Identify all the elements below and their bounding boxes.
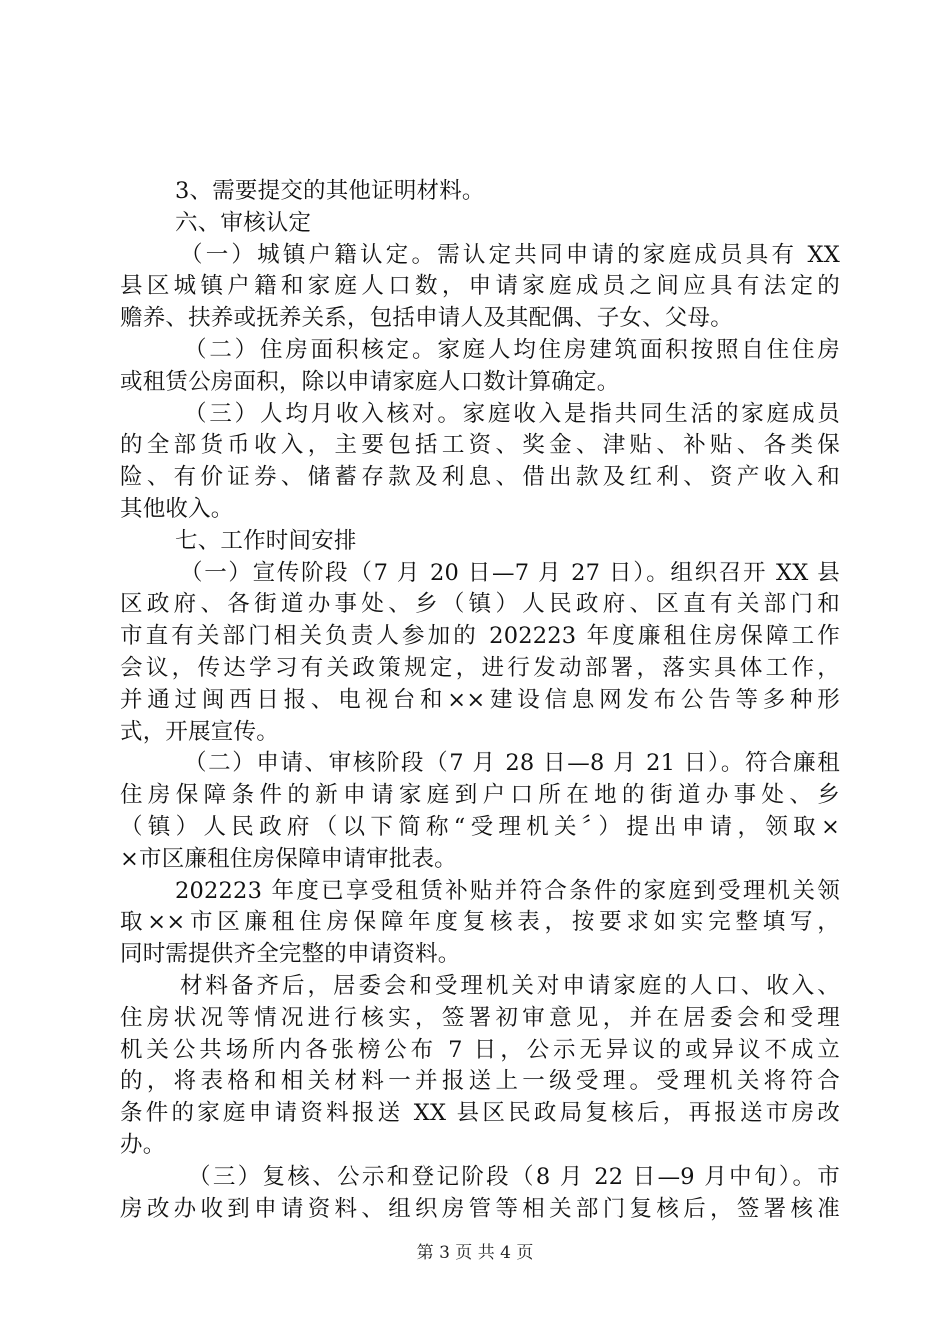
paragraph-line: 式，开展宣传。 [120, 718, 279, 745]
paragraph-line: 险、有价证券、储蓄存款及利息、借出款及红利、资产收入和 [120, 464, 840, 491]
paragraph-line: 其他收入。 [120, 495, 234, 522]
paragraph-line: （镇）人民政府（以下简称“受理机关〞）提出申请，领取× [120, 813, 840, 840]
paragraph-line: 机关公共场所内各张榜公布 7 日，公示无异议的或异议不成立 [120, 1036, 840, 1063]
paragraph-line: 区政府、各街道办事处、乡（镇）人民政府、区直有关部门和 [120, 591, 840, 618]
paragraph-line: （二）申请、审核阶段（7 月 28 日—8 月 21 日）。符合廉租 [184, 750, 840, 777]
paragraph-line: 会议，传达学习有关政策规定，进行发动部署，落实具体工作， [120, 654, 840, 681]
paragraph-line: 或租赁公房面积，除以申请家庭人口数计算确定。 [120, 368, 620, 395]
paragraph-line: 赡养、扶养或抚养关系，包括申请人及其配偶、子女、父母。 [120, 305, 733, 332]
section-heading: 六、审核认定 [175, 209, 312, 236]
paragraph-line: 取××市区廉租住房保障年度复核表，按要求如实完整填写， [120, 909, 840, 936]
paragraph-line: 并通过闽西日报、电视台和××建设信息网发布公告等多种形 [120, 686, 840, 713]
paragraph-line: （二）住房面积核定。家庭人均住房建筑面积按照自住住房 [184, 336, 840, 363]
paragraph-line: 办。 [120, 1131, 166, 1158]
paragraph-line: （一）城镇户籍认定。需认定共同申请的家庭成员具有 XX [180, 241, 840, 268]
section-heading: 七、工作时间安排 [175, 527, 357, 554]
paragraph-line: 同时需提供齐全完整的申请资料。 [120, 941, 461, 968]
document-body [120, 176, 840, 1225]
paragraph-line: 3、需要提交的其他证明材料。 [175, 178, 485, 204]
paragraph-line: （三）人均月收入核对。家庭收入是指共同生活的家庭成员 [184, 400, 840, 427]
paragraph-line: （一）宣传阶段（7 月 20 日—7 月 27 日）。组织召开 XX 县 [180, 559, 840, 586]
paragraph-line: 住房保障条件的新申请家庭到户口所在地的街道办事处、乡 [120, 782, 840, 809]
paragraph-line: 材料备齐后，居委会和受理机关对申请家庭的人口、收入、 [180, 972, 840, 999]
paragraph-line: 房改办收到申请资料、组织房管等相关部门复核后，签署核准 [120, 1195, 840, 1222]
paragraph-line: （三）复核、公示和登记阶段（8 月 22 日—9 月中旬）。市 [188, 1163, 840, 1190]
paragraph-line: 县区城镇户籍和家庭人口数，申请家庭成员之间应具有法定的 [120, 273, 840, 300]
paragraph-line: 的全部货币收入，主要包括工资、奖金、津贴、补贴、各类保 [120, 432, 840, 459]
paragraph-line: 住房状况等情况进行核实，签署初审意见，并在居委会和受理 [120, 1004, 840, 1031]
paragraph-line: ×市区廉租住房保障申请审批表。 [120, 845, 457, 872]
paragraph-line: 的，将表格和相关材料一并报送上一级受理。受理机关将符合 [120, 1068, 840, 1095]
paragraph-line: 条件的家庭申请资料报送 XX 县区民政局复核后，再报送市房改 [120, 1100, 840, 1127]
paragraph-line: 202223 年度已享受租赁补贴并符合条件的家庭到受理机关领 [175, 877, 840, 904]
page-number-footer: 第 3 页 共 4 页 [416, 1243, 534, 1263]
paragraph-line: 市直有关部门相关负责人参加的 202223 年度廉租住房保障工作 [120, 623, 840, 650]
